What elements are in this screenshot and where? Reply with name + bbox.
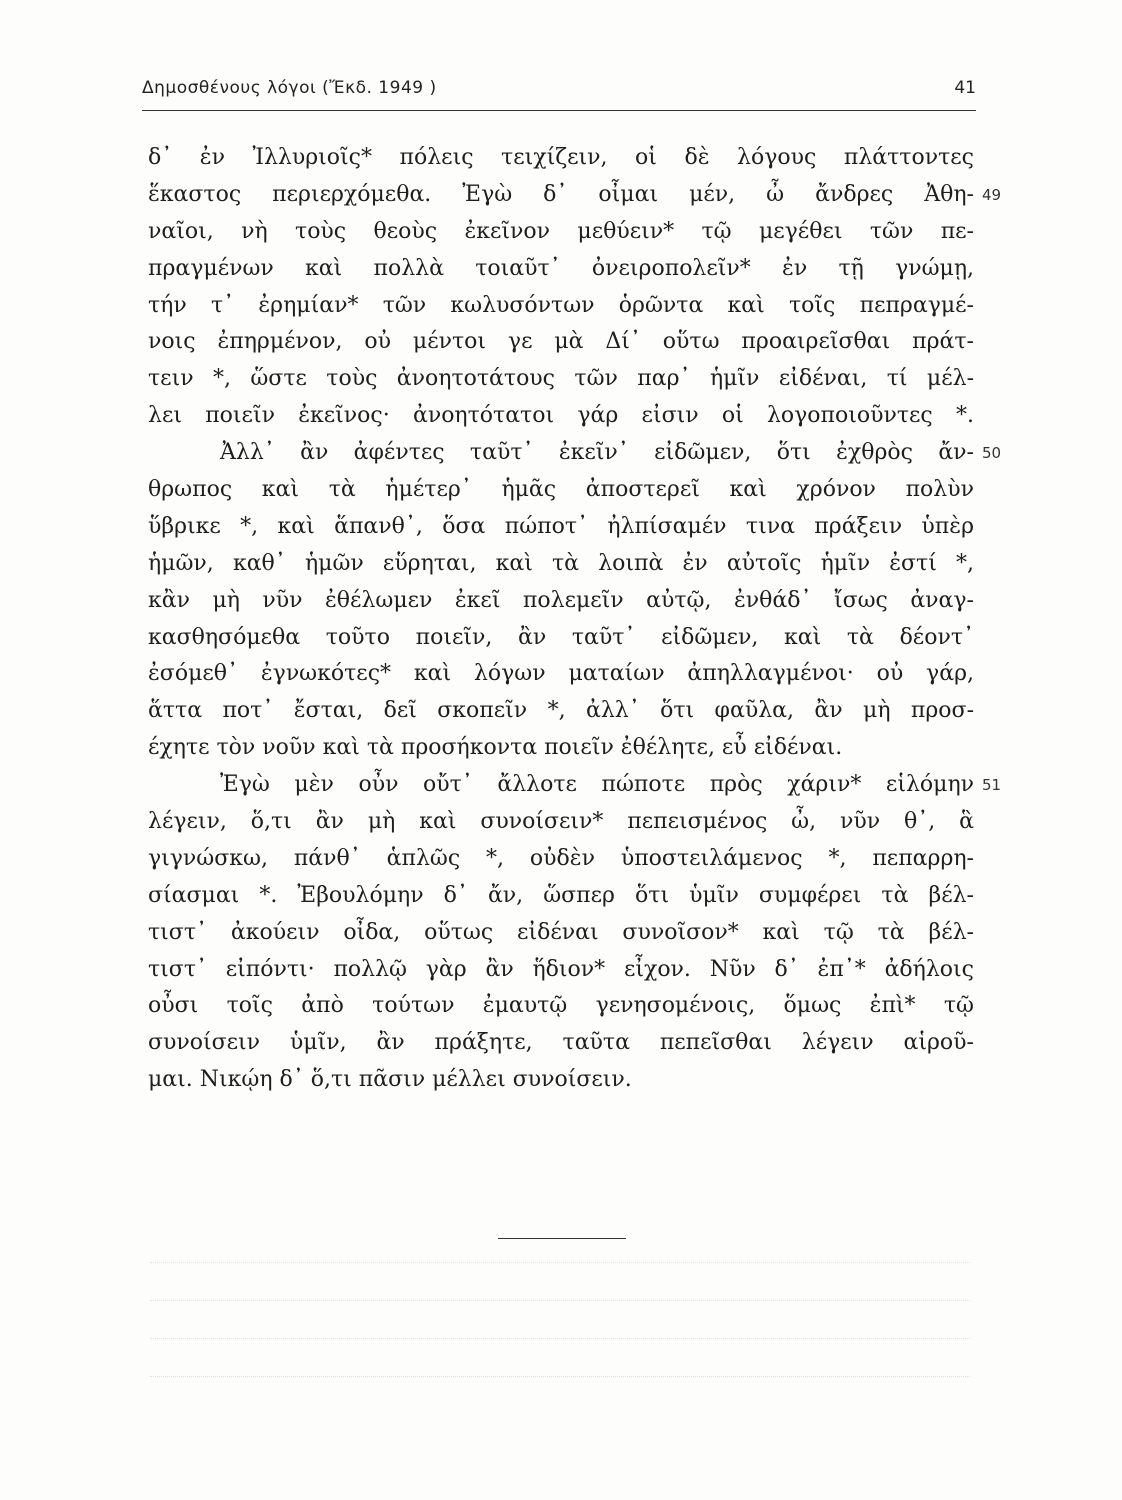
text-line — [148, 1025, 974, 1062]
text-line — [148, 915, 974, 952]
text-line — [148, 878, 974, 915]
page-header — [142, 78, 976, 108]
body-text — [148, 140, 1002, 1099]
text-line — [148, 472, 974, 509]
line-text: λέγειν, ὅ,τι ἂν μὴ καὶ συνοίσειν* πεπεισμένος ὦ, νῦν θ᾽, ἃ — [148, 809, 974, 835]
bleed-through-mark — [150, 1338, 970, 1342]
line-text: μαι. Νικῴη δ᾽ ὅ,τι πᾶσιν μέλλει συνοίσειν. — [148, 1067, 632, 1093]
text-line — [148, 398, 974, 435]
line-text: λει ποιεῖν ἐκεῖνος· ἀνοητότατοι γάρ εἰσιν οἱ λογοποιοῦντες *. — [148, 403, 974, 429]
text-line — [148, 656, 974, 693]
line-text: οὖσι τοῖς ἀπὸ τούτων ἐμαυτῷ γενησομένοις, ὅμως ἐπὶ* τῷ — [148, 993, 974, 1019]
line-text: ὕβρικε *, καὶ ἅπανθ᾽, ὅσα πώποτ᾽ ἠλπίσαμέν τινα πράξειν ὑπὲρ — [148, 513, 974, 539]
text-line — [148, 804, 974, 841]
text-line — [148, 841, 974, 878]
bleed-through-mark — [150, 1300, 970, 1304]
text-line — [148, 251, 974, 288]
line-text: ἕκαστος περιερχόμεθα. Ἐγὼ δ᾽ οἶμαι μέν, ὦ ἄνδρες Ἀθη- — [148, 181, 974, 207]
text-line — [148, 177, 1002, 214]
line-text: θρωπος καὶ τὰ ἡμέτερ᾽ ἡμᾶς ἀποστερεῖ καὶ χρόνον πολὺν — [148, 477, 974, 503]
text-line — [148, 988, 974, 1025]
line-text: κἂν μὴ νῦν ἐθέλωμεν ἐκεῖ πολεμεῖν αὐτῷ, ἐνθάδ᾽ ἴσως ἀναγ- — [148, 587, 974, 613]
text-line — [148, 509, 974, 546]
bleed-through-mark — [150, 1262, 970, 1266]
page-number: 41 — [954, 78, 976, 98]
text-line — [148, 214, 974, 251]
text-line — [148, 1062, 974, 1099]
line-text: συνοίσειν ὑμῖν, ἂν πράξητε, ταῦτα πεπεῖσθαι λέγειν αἱροῦ- — [148, 1030, 974, 1056]
line-text: κασθησόμεθα τοῦτο ποιεῖν, ἂν ταῦτ᾽ εἰδῶμεν, καὶ τὰ δέοντ᾽ — [148, 624, 974, 650]
section-number: 49 — [982, 185, 1002, 204]
line-text: δ᾽ ἐν Ἰλλυριοῖς* πόλεις τειχίζειν, οἱ δὲ λόγους πλάττοντες — [148, 145, 974, 170]
line-text: τιστ᾽ ἀκούειν οἶδα, οὕτως εἰδέναι συνοῖσον* καὶ τῷ τὰ βέλ- — [148, 919, 974, 945]
line-text: γιγνώσκω, πάνθ᾽ ἁπλῶς *, οὐδὲν ὑποστειλάμενος *, πεπαρρη- — [148, 845, 974, 871]
line-text: νοις ἐπηρμένον, οὐ μέντοι γε μὰ Δί᾽ οὕτω προαιρεῖσθαι πράτ- — [148, 329, 974, 355]
running-title: Δημοσθένους λόγοι (Ἔκδ. 1949 ) — [142, 78, 437, 98]
line-text: έχητε τὸν νοῦν καὶ τὰ προσήκοντα ποιεῖν ἐθέλητε, εὖ εἰδέναι. — [148, 735, 843, 761]
text-line — [148, 140, 974, 177]
text-line — [148, 767, 1002, 804]
text-line — [148, 620, 974, 657]
line-text: τειν *, ὥστε τοὺς ἀνοητοτάτους τῶν παρ᾽ ἡμῖν εἰδέναι, τί μέλ- — [148, 366, 974, 392]
line-text: ἐσόμεθ᾽ ἐγνωκότες* καὶ λόγων ματαίων ἀπηλλαγμένοι· οὐ γάρ, — [148, 661, 974, 687]
section-number: 50 — [982, 444, 1002, 463]
text-line — [148, 435, 1002, 472]
line-text: Ἀλλ᾽ ἂν ἀφέντες ταῦτ᾽ ἐκεῖν᾽ εἰδῶμεν, ὅτι ἐχθρὸς ἄν- — [220, 440, 974, 466]
text-line — [148, 693, 974, 730]
section-number: 51 — [982, 776, 1002, 795]
bleed-through-mark — [150, 1376, 970, 1380]
line-text: ἡμῶν, καθ᾽ ἡμῶν εὕρηται, καὶ τὰ λοιπὰ ἐν αὐτοῖς ἡμῖν ἐστί *, — [148, 550, 974, 576]
line-text: ναῖοι, νὴ τοὺς θεοὺς ἐκεῖνον μεθύειν* τῷ μεγέθει τῶν πε- — [148, 218, 974, 244]
text-line — [148, 952, 974, 989]
line-text: σίασμαι *. Ἐβουλόμην δ᾽ ἄν, ὥσπερ ὅτι ὑμῖν συμφέρει τὰ βέλ- — [148, 882, 974, 908]
line-text: πραγμένων καὶ πολλὰ τοιαῦτ᾽ ὀνειροπολεῖν* ἐν τῇ γνώμῃ, — [148, 255, 974, 281]
line-text: τιστ᾽ εἰπόντι· πολλῷ γὰρ ἂν ἥδιον* εἶχον. Νῦν δ᾽ ἐπ᾽* ἀδήλοις — [148, 956, 974, 982]
line-text: ἅττα ποτ᾽ ἔσται, δεῖ σκοπεῖν *, ἀλλ᾽ ὅτι φαῦλα, ἂν μὴ προσ- — [148, 698, 974, 724]
text-line — [148, 730, 974, 767]
line-text: τήν τ᾽ ἐρημίαν* τῶν κωλυσόντων ὁρῶντα καὶ τοῖς πεπραγμέ- — [148, 292, 974, 318]
text-line — [148, 288, 974, 325]
text-line — [148, 361, 974, 398]
text-line — [148, 583, 974, 620]
text-line — [148, 324, 974, 361]
closing-rule — [498, 1238, 626, 1239]
line-text: Ἐγὼ μὲν οὖν οὔτ᾽ ἄλλοτε πώποτε πρὸς χάριν* εἱλόμην — [220, 772, 974, 798]
header-rule — [142, 110, 976, 111]
text-line — [148, 546, 974, 583]
